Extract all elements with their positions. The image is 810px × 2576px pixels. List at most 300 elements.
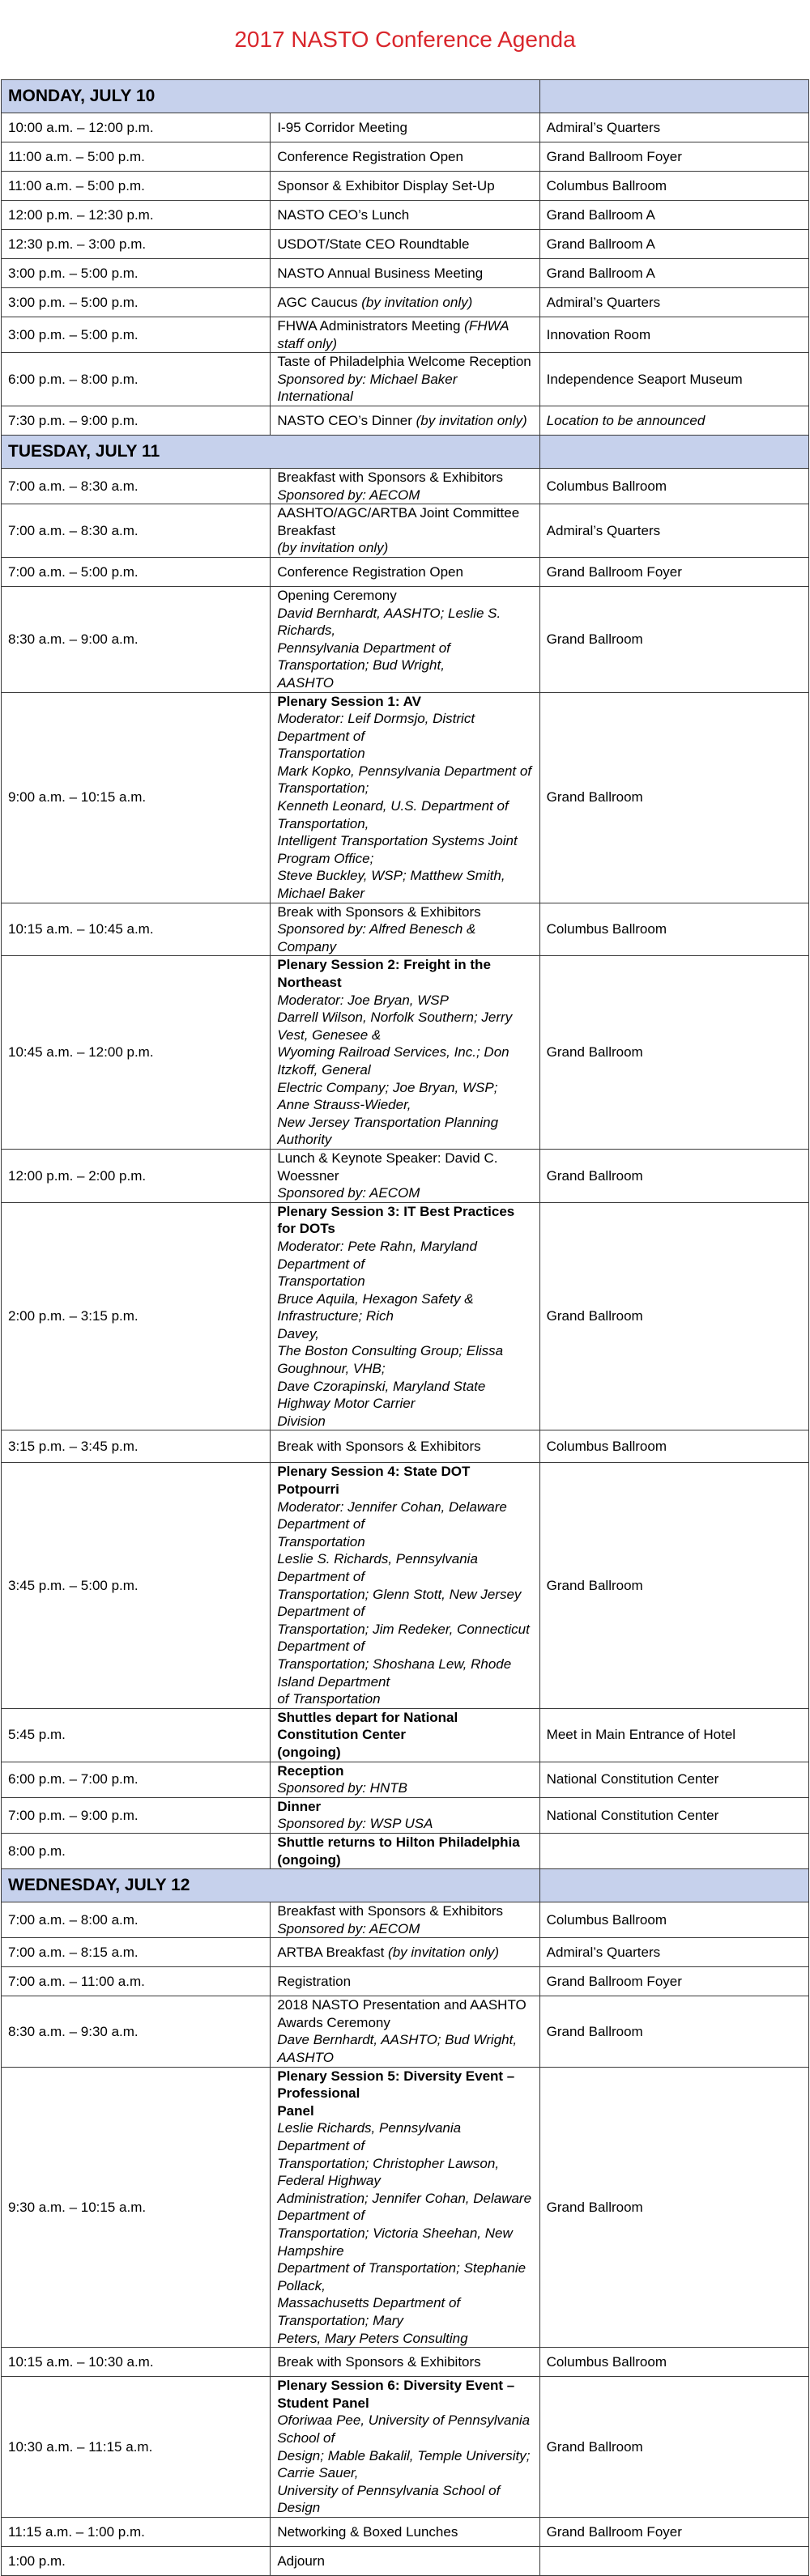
agenda-row bbox=[2, 2067, 809, 2348]
location-cell: Columbus Ballroom bbox=[539, 172, 808, 201]
time-cell: 8:30 a.m. – 9:30 a.m. bbox=[2, 1996, 271, 2067]
event-line bbox=[277, 1996, 532, 2031]
event-line bbox=[277, 294, 532, 312]
agenda-row bbox=[2, 903, 809, 956]
event-note-italic: Transportation bbox=[277, 746, 365, 762]
event-line bbox=[277, 2294, 532, 2329]
event-note-italic: Transportation; Christopher Lawson, Federal Highway bbox=[277, 2155, 500, 2189]
event-text: 2018 NASTO Presentation and AASHTO Awards Ceremony bbox=[277, 1997, 526, 2030]
event-text: Lunch & Keynote Speaker: David C. Woessner bbox=[277, 1150, 498, 1184]
event-line bbox=[277, 236, 532, 253]
location-cell: Location to be announced bbox=[539, 406, 808, 435]
event-line bbox=[277, 956, 532, 991]
event-cell bbox=[271, 1797, 539, 1833]
event-line bbox=[277, 2031, 532, 2066]
event-line bbox=[277, 587, 532, 605]
event-note-italic: University of Pennsylvania School of Design bbox=[277, 2482, 501, 2516]
event-note-italic: Sponsored by: AECOM bbox=[277, 487, 420, 503]
event-cell bbox=[271, 1430, 539, 1463]
day-header-blank bbox=[539, 435, 808, 468]
location-cell: Columbus Ballroom bbox=[539, 1902, 808, 1938]
event-text: Taste of Philadelphia Welcome Reception bbox=[277, 354, 531, 370]
event-cell bbox=[271, 468, 539, 504]
event-title-bold: Plenary Session 2: Freight in the Northeast bbox=[277, 957, 491, 990]
time-cell: 8:30 a.m. – 9:00 a.m. bbox=[2, 586, 271, 692]
location-cell: Grand Ballroom bbox=[539, 2067, 808, 2348]
event-line bbox=[277, 1378, 532, 1413]
agenda-row bbox=[2, 468, 809, 504]
agenda-row bbox=[2, 406, 809, 435]
event-note-italic: Bruce Aquila, Hexagon Safety & Infrastructure; Rich bbox=[277, 1290, 474, 1324]
agenda-row bbox=[2, 1938, 809, 1967]
agenda-row bbox=[2, 2377, 809, 2518]
event-line bbox=[277, 1238, 532, 1273]
event-cell bbox=[271, 2517, 539, 2546]
event-note-italic: Pennsylvania Department of Transportation; Bud Wright, bbox=[277, 640, 450, 674]
event-line bbox=[277, 867, 532, 902]
event-cell bbox=[271, 1149, 539, 1202]
event-title-bold: Panel bbox=[277, 2102, 314, 2119]
event-text: NASTO CEO’s Dinner bbox=[277, 412, 416, 428]
event-line bbox=[277, 1009, 532, 1044]
event-line bbox=[277, 1114, 532, 1149]
event-text: USDOT/State CEO Roundtable bbox=[277, 236, 470, 252]
location-cell: Admiral’s Quarters bbox=[539, 1938, 808, 1967]
location-cell: Grand Ballroom bbox=[539, 2377, 808, 2518]
event-note-italic: Transportation; Glenn Stott, New Jersey Department of bbox=[277, 1586, 522, 1620]
agenda-row bbox=[2, 1797, 809, 1833]
event-line bbox=[277, 1690, 532, 1708]
agenda-row bbox=[2, 1833, 809, 1868]
event-text: Break with Sponsors & Exhibitors bbox=[277, 1439, 481, 1455]
event-note-italic: Darrell Wilson, Norfolk Southern; Jerry Vest, Genesee & bbox=[277, 1010, 513, 1043]
time-cell: 7:00 a.m. – 11:00 a.m. bbox=[2, 1967, 271, 1996]
event-line bbox=[277, 1798, 532, 1816]
event-cell bbox=[271, 1833, 539, 1868]
event-line bbox=[277, 2447, 532, 2482]
event-line bbox=[277, 1656, 532, 1690]
location-cell: Admiral’s Quarters bbox=[539, 288, 808, 317]
location-cell: Grand Ballroom A bbox=[539, 230, 808, 259]
location-cell: Grand Ballroom bbox=[539, 1463, 808, 1708]
day-label: TUESDAY, JULY 11 bbox=[2, 435, 540, 468]
day-header-blank bbox=[539, 1869, 808, 1902]
event-text: Breakfast with Sponsors & Exhibitors bbox=[277, 469, 504, 485]
event-line bbox=[277, 1973, 532, 1991]
location-cell bbox=[539, 2546, 808, 2575]
event-text: Adjourn bbox=[277, 2553, 325, 2569]
event-line bbox=[277, 1762, 532, 1780]
event-line bbox=[277, 353, 532, 371]
page-title: 2017 NASTO Conference Agenda bbox=[234, 27, 576, 52]
agenda-row bbox=[2, 288, 809, 317]
event-note-italic: Moderator: Leif Dormsjo, District Department of bbox=[277, 711, 475, 744]
event-line bbox=[277, 832, 532, 867]
event-title-bold: Reception bbox=[277, 1762, 344, 1779]
event-line bbox=[277, 1533, 532, 1551]
event-line bbox=[277, 1203, 532, 1238]
event-note-italic: Mark Kopko, Pennsylvania Department of Transportation; bbox=[277, 763, 532, 797]
time-cell: 7:00 p.m. – 9:00 p.m. bbox=[2, 1797, 271, 1833]
time-cell: 2:00 p.m. – 3:15 p.m. bbox=[2, 1202, 271, 1430]
event-text: FHWA Administrators Meeting bbox=[277, 318, 465, 334]
event-line bbox=[277, 1184, 532, 1202]
location-cell: Columbus Ballroom bbox=[539, 468, 808, 504]
location-cell: National Constitution Center bbox=[539, 1797, 808, 1833]
event-line bbox=[277, 1920, 532, 1938]
location-cell: Grand Ballroom Foyer bbox=[539, 557, 808, 586]
event-title-bold: Shuttles depart for National Constitution Center bbox=[277, 1709, 458, 1743]
agenda-row bbox=[2, 2517, 809, 2546]
event-line bbox=[277, 148, 532, 166]
location-cell: Grand Ballroom bbox=[539, 1996, 808, 2067]
event-text: AASHTO/AGC/ARTBA Joint Committee Breakfast bbox=[277, 505, 520, 538]
agenda-row bbox=[2, 1996, 809, 2067]
event-line bbox=[277, 371, 532, 406]
time-cell: 10:15 a.m. – 10:30 a.m. bbox=[2, 2348, 271, 2377]
event-line bbox=[277, 1586, 532, 1621]
event-line bbox=[277, 2068, 532, 2102]
event-line bbox=[277, 1621, 532, 1656]
event-cell bbox=[271, 1996, 539, 2067]
event-note-italic: (FHWA staff only) bbox=[277, 318, 509, 351]
event-cell bbox=[271, 1902, 539, 1938]
event-note-italic: Oforiwaa Pee, University of Pennsylvania School of bbox=[277, 2412, 531, 2446]
location-cell: Grand Ballroom bbox=[539, 586, 808, 692]
agenda-row bbox=[2, 259, 809, 288]
event-line bbox=[277, 1463, 532, 1498]
event-line bbox=[277, 487, 532, 504]
event-line bbox=[277, 119, 532, 137]
event-note-italic: (by invitation only) bbox=[277, 540, 389, 556]
event-line bbox=[277, 2155, 532, 2190]
time-cell: 1:00 p.m. bbox=[2, 2546, 271, 2575]
event-note-italic: Dave Bernhardt, AASHTO; Bud Wright, AASHTO bbox=[277, 2032, 518, 2066]
event-cell bbox=[271, 956, 539, 1150]
event-line bbox=[277, 2482, 532, 2517]
day-header-row bbox=[2, 1869, 809, 1902]
event-line bbox=[277, 920, 532, 955]
event-note-italic: David Bernhardt, AASHTO; Leslie S. Richards, bbox=[277, 605, 501, 639]
event-note-italic: Division bbox=[277, 1413, 326, 1429]
event-text: I-95 Corridor Meeting bbox=[277, 119, 407, 135]
event-note-italic: Transportation; Jim Redeker, Connecticut Department of bbox=[277, 1621, 530, 1655]
event-line bbox=[277, 2259, 532, 2294]
event-text: AGC Caucus bbox=[277, 294, 362, 310]
day-header-row bbox=[2, 435, 809, 468]
event-note-italic: Sponsored by: AECOM bbox=[277, 1920, 420, 1936]
event-note-italic: Kenneth Leonard, U.S. Department of Transportation, bbox=[277, 798, 509, 831]
event-line bbox=[277, 469, 532, 487]
event-note-italic: Moderator: Jennifer Cohan, Delaware Department of bbox=[277, 1498, 507, 1532]
location-cell: Grand Ballroom Foyer bbox=[539, 1967, 808, 1996]
location-cell bbox=[539, 1833, 808, 1868]
event-title-bold: (ongoing) bbox=[277, 1744, 341, 1760]
event-note-italic: Moderator: Joe Bryan, WSP bbox=[277, 992, 449, 1008]
event-line bbox=[277, 1150, 532, 1184]
agenda-row bbox=[2, 201, 809, 230]
event-line bbox=[277, 1709, 532, 1744]
event-cell bbox=[271, 406, 539, 435]
event-line bbox=[277, 2353, 532, 2371]
time-cell: 5:45 p.m. bbox=[2, 1708, 271, 1762]
event-text: NASTO CEO’s Lunch bbox=[277, 206, 410, 223]
time-cell: 11:00 a.m. – 5:00 p.m. bbox=[2, 142, 271, 172]
agenda-row bbox=[2, 557, 809, 586]
event-line bbox=[277, 1273, 532, 1290]
event-note-italic: Wyoming Railroad Services, Inc.; Don Itzkoff, General bbox=[277, 1044, 509, 1078]
time-cell: 7:00 a.m. – 5:00 p.m. bbox=[2, 557, 271, 586]
event-text: NASTO Annual Business Meeting bbox=[277, 265, 484, 281]
time-cell: 7:30 p.m. – 9:00 p.m. bbox=[2, 406, 271, 435]
time-cell: 9:30 a.m. – 10:15 a.m. bbox=[2, 2067, 271, 2348]
event-line bbox=[277, 1834, 532, 1868]
event-line bbox=[277, 1902, 532, 1920]
event-note-italic: Steve Buckley, WSP; Matthew Smith, Michael Baker bbox=[277, 868, 505, 902]
event-cell bbox=[271, 557, 539, 586]
location-cell: Grand Ballroom Foyer bbox=[539, 142, 808, 172]
time-cell: 6:00 p.m. – 7:00 p.m. bbox=[2, 1762, 271, 1797]
event-title-bold: Plenary Session 5: Diversity Event – Professional bbox=[277, 2068, 515, 2102]
event-line bbox=[277, 797, 532, 832]
event-note-italic: Dave Czorapinski, Maryland State Highway Motor Carrier bbox=[277, 1378, 486, 1412]
event-note-italic: Leslie S. Richards, Pennsylvania Department of bbox=[277, 1551, 478, 1584]
time-cell: 11:00 a.m. – 5:00 p.m. bbox=[2, 172, 271, 201]
event-note-italic: Sponsored by: Michael Baker International bbox=[277, 371, 458, 405]
agenda-row bbox=[2, 230, 809, 259]
time-cell: 8:00 p.m. bbox=[2, 1833, 271, 1868]
agenda-row bbox=[2, 2348, 809, 2377]
time-cell: 3:45 p.m. – 5:00 p.m. bbox=[2, 1463, 271, 1708]
event-line bbox=[277, 265, 532, 283]
agenda-row bbox=[2, 1902, 809, 1938]
event-line bbox=[277, 2190, 532, 2225]
day-header-blank bbox=[539, 80, 808, 113]
event-cell bbox=[271, 692, 539, 903]
event-line bbox=[277, 2412, 532, 2446]
event-note-italic: Design; Mable Bakalil, Temple University; Carrie Sauer, bbox=[277, 2447, 531, 2481]
agenda-row bbox=[2, 692, 809, 903]
location-cell: Meet in Main Entrance of Hotel bbox=[539, 1708, 808, 1762]
event-text: Registration bbox=[277, 1973, 352, 1989]
event-note-italic: Davey, bbox=[277, 1325, 319, 1341]
event-text: Breakfast with Sponsors & Exhibitors bbox=[277, 1903, 504, 1919]
event-note-italic: AASHTO bbox=[277, 674, 334, 691]
event-note-italic: Transportation; Victoria Sheehan, New Hampshire bbox=[277, 2225, 513, 2259]
location-cell: Columbus Ballroom bbox=[539, 903, 808, 956]
event-note-italic: Transportation bbox=[277, 1273, 365, 1290]
location-cell: Grand Ballroom Foyer bbox=[539, 2517, 808, 2546]
time-cell: 12:30 p.m. – 3:00 p.m. bbox=[2, 230, 271, 259]
time-cell: 10:00 a.m. – 12:00 p.m. bbox=[2, 113, 271, 142]
event-note-italic: Electric Company; Joe Bryan, WSP; Anne Strauss-Wieder, bbox=[277, 1079, 498, 1113]
event-note-italic: Sponsored by: Alfred Benesch & Company bbox=[277, 921, 476, 954]
event-text: Break with Sponsors & Exhibitors bbox=[277, 2353, 481, 2370]
event-line bbox=[277, 2102, 532, 2120]
time-cell: 11:15 a.m. – 1:00 p.m. bbox=[2, 2517, 271, 2546]
event-line bbox=[277, 710, 532, 745]
event-cell bbox=[271, 2377, 539, 2518]
event-note-italic: Administration; Jennifer Cohan, Delaware Department of bbox=[277, 2190, 532, 2224]
event-line bbox=[277, 412, 532, 430]
event-line bbox=[277, 2330, 532, 2348]
event-line bbox=[277, 1550, 532, 1585]
event-line bbox=[277, 992, 532, 1010]
location-cell: Grand Ballroom bbox=[539, 1202, 808, 1430]
day-label: MONDAY, JULY 10 bbox=[2, 80, 540, 113]
event-title-bold: Plenary Session 4: State DOT Potpourri bbox=[277, 1464, 471, 1498]
event-cell bbox=[271, 1202, 539, 1430]
event-cell bbox=[271, 2348, 539, 2377]
event-cell bbox=[271, 172, 539, 201]
event-cell bbox=[271, 1967, 539, 1996]
event-line bbox=[277, 1498, 532, 1533]
location-cell: Admiral’s Quarters bbox=[539, 113, 808, 142]
event-cell bbox=[271, 2067, 539, 2348]
event-note-italic: Transportation bbox=[277, 1533, 365, 1549]
time-cell: 12:00 p.m. – 2:00 p.m. bbox=[2, 1149, 271, 1202]
event-cell bbox=[271, 288, 539, 317]
event-cell bbox=[271, 504, 539, 558]
event-cell bbox=[271, 586, 539, 692]
location-cell: Grand Ballroom bbox=[539, 1149, 808, 1202]
event-note-italic: The Boston Consulting Group; Elissa Goughnour, VHB; bbox=[277, 1343, 504, 1377]
event-cell bbox=[271, 142, 539, 172]
event-line bbox=[277, 1079, 532, 1114]
time-cell: 9:00 a.m. – 10:15 a.m. bbox=[2, 692, 271, 903]
event-text: Sponsor & Exhibitor Display Set-Up bbox=[277, 177, 495, 193]
time-cell: 12:00 p.m. – 12:30 p.m. bbox=[2, 201, 271, 230]
event-line bbox=[277, 1815, 532, 1833]
agenda-row bbox=[2, 1967, 809, 1996]
agenda-body bbox=[2, 80, 809, 2576]
event-cell bbox=[271, 1708, 539, 1762]
agenda-row bbox=[2, 1463, 809, 1708]
location-cell: Grand Ballroom A bbox=[539, 259, 808, 288]
time-cell: 3:00 p.m. – 5:00 p.m. bbox=[2, 259, 271, 288]
event-note-italic: (by invitation only) bbox=[388, 1944, 500, 1960]
event-line bbox=[277, 1944, 532, 1962]
event-title-bold: Plenary Session 1: AV bbox=[277, 693, 421, 709]
event-note-italic: Sponsored by: HNTB bbox=[277, 1780, 407, 1796]
event-note-italic: (by invitation only) bbox=[416, 412, 527, 428]
event-note-italic: Intelligent Transportation Systems Joint Program Office; bbox=[277, 833, 518, 866]
location-cell: Grand Ballroom bbox=[539, 692, 808, 903]
time-cell: 10:30 a.m. – 11:15 a.m. bbox=[2, 2377, 271, 2518]
agenda-table bbox=[1, 79, 809, 2576]
event-line bbox=[277, 1744, 532, 1762]
location-cell: Independence Seaport Museum bbox=[539, 353, 808, 406]
event-note-italic: Department of Transportation; Stephanie Pollack, bbox=[277, 2260, 526, 2293]
event-note-italic: Sponsored by: WSP USA bbox=[277, 1816, 433, 1832]
location-cell: Grand Ballroom bbox=[539, 956, 808, 1150]
time-cell: 7:00 a.m. – 8:15 a.m. bbox=[2, 1938, 271, 1967]
event-line bbox=[277, 1325, 532, 1343]
event-title-bold: Plenary Session 3: IT Best Practices for DOTs bbox=[277, 1203, 515, 1237]
event-title-bold: Shuttle returns to Hilton Philadelphia (ongoing) bbox=[277, 1834, 520, 1868]
event-cell bbox=[271, 1762, 539, 1797]
event-line bbox=[277, 605, 532, 640]
location-cell: National Constitution Center bbox=[539, 1762, 808, 1797]
event-line bbox=[277, 903, 532, 921]
event-text: Networking & Boxed Lunches bbox=[277, 2523, 458, 2540]
event-cell bbox=[271, 259, 539, 288]
event-line bbox=[277, 504, 532, 539]
event-line bbox=[277, 1290, 532, 1325]
time-cell: 7:00 a.m. – 8:30 a.m. bbox=[2, 504, 271, 558]
event-line bbox=[277, 1438, 532, 1456]
location-cell: Innovation Room bbox=[539, 317, 808, 353]
event-text: Conference Registration Open bbox=[277, 563, 463, 580]
agenda-row bbox=[2, 353, 809, 406]
event-cell bbox=[271, 201, 539, 230]
event-text: ARTBA Breakfast bbox=[277, 1944, 389, 1960]
time-cell: 7:00 a.m. – 8:00 a.m. bbox=[2, 1902, 271, 1938]
event-cell bbox=[271, 1463, 539, 1708]
event-note-italic: Massachusetts Department of Transportation; Mary bbox=[277, 2295, 461, 2328]
event-line bbox=[277, 1342, 532, 1377]
event-note-italic: Peters, Mary Peters Consulting bbox=[277, 2330, 468, 2346]
location-cell: Columbus Ballroom bbox=[539, 1430, 808, 1463]
event-cell bbox=[271, 903, 539, 956]
event-text: Conference Registration Open bbox=[277, 148, 463, 164]
event-line bbox=[277, 674, 532, 692]
event-line bbox=[277, 1413, 532, 1430]
event-text: Opening Ceremony bbox=[277, 587, 397, 603]
event-line bbox=[277, 2377, 532, 2412]
event-note-italic: of Transportation bbox=[277, 1691, 381, 1707]
event-line bbox=[277, 2119, 532, 2154]
day-header-row bbox=[2, 80, 809, 113]
agenda-row bbox=[2, 1202, 809, 1430]
event-title-bold: Dinner bbox=[277, 1798, 322, 1814]
location-cell: Grand Ballroom A bbox=[539, 201, 808, 230]
event-note-italic: New Jersey Transportation Planning Authority bbox=[277, 1114, 499, 1148]
event-note-italic: Transportation; Shoshana Lew, Rhode Island Department bbox=[277, 1656, 512, 1690]
event-note-italic: Moderator: Pete Rahn, Maryland Department of bbox=[277, 1238, 477, 1272]
event-cell bbox=[271, 230, 539, 259]
event-line bbox=[277, 206, 532, 224]
agenda-row bbox=[2, 113, 809, 142]
time-cell: 10:15 a.m. – 10:45 a.m. bbox=[2, 903, 271, 956]
agenda-row bbox=[2, 586, 809, 692]
agenda-row bbox=[2, 1149, 809, 1202]
event-line bbox=[277, 563, 532, 581]
event-line bbox=[277, 1044, 532, 1078]
time-cell: 3:15 p.m. – 3:45 p.m. bbox=[2, 1430, 271, 1463]
day-label: WEDNESDAY, JULY 12 bbox=[2, 1869, 540, 1902]
event-title-bold: Plenary Session 6: Diversity Event – Student Panel bbox=[277, 2378, 515, 2411]
event-line bbox=[277, 640, 532, 674]
event-cell bbox=[271, 317, 539, 353]
agenda-row bbox=[2, 1430, 809, 1463]
event-line bbox=[277, 693, 532, 711]
event-note-italic: (by invitation only) bbox=[361, 294, 473, 310]
event-note-italic: Leslie Richards, Pennsylvania Department of bbox=[277, 2120, 462, 2154]
event-line bbox=[277, 539, 532, 557]
time-cell: 10:45 a.m. – 12:00 p.m. bbox=[2, 956, 271, 1150]
agenda-row bbox=[2, 1762, 809, 1797]
agenda-row bbox=[2, 317, 809, 353]
event-cell bbox=[271, 2546, 539, 2575]
time-cell: 7:00 a.m. – 8:30 a.m. bbox=[2, 468, 271, 504]
event-cell bbox=[271, 353, 539, 406]
event-cell bbox=[271, 1938, 539, 1967]
event-line bbox=[277, 317, 532, 352]
time-cell: 6:00 p.m. – 8:00 p.m. bbox=[2, 353, 271, 406]
event-cell bbox=[271, 113, 539, 142]
agenda-row bbox=[2, 504, 809, 558]
